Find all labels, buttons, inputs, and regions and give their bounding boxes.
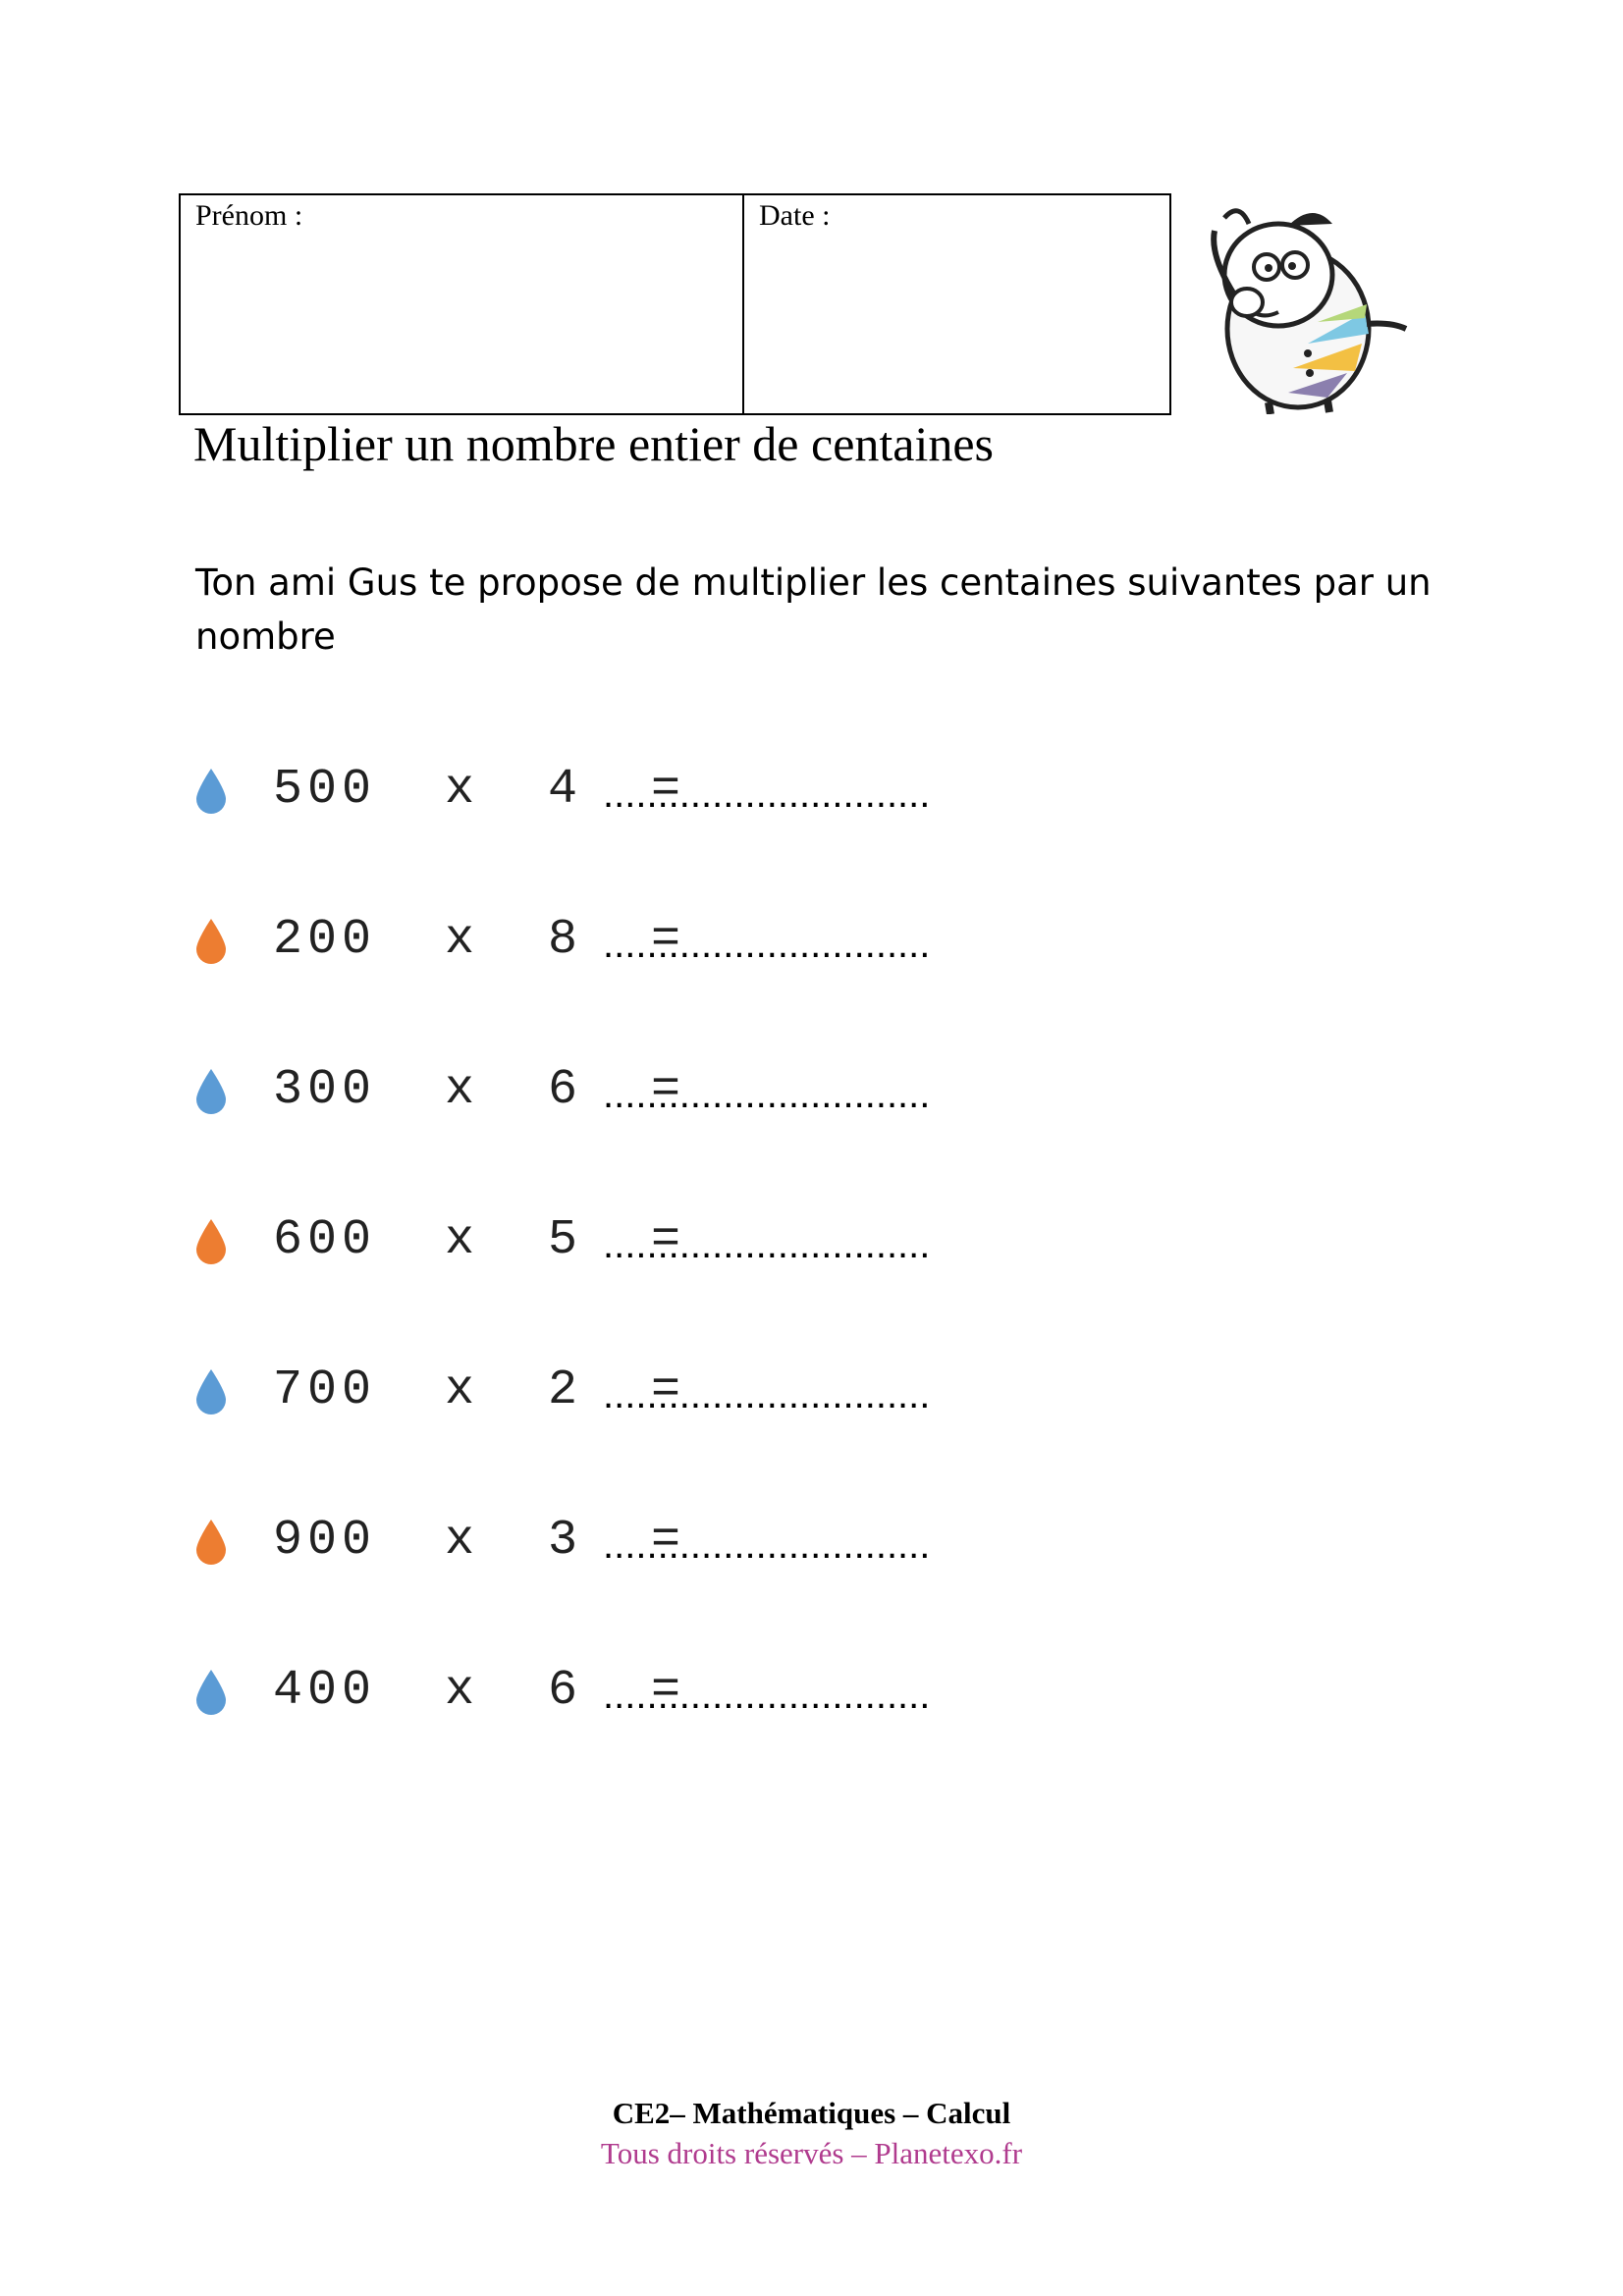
page-title: Multiplier un nombre entier de centaines <box>193 416 995 471</box>
answer-blank[interactable]: .............................. <box>603 1223 931 1266</box>
date-field[interactable] <box>744 195 1169 413</box>
name-date-table <box>179 193 1171 415</box>
multiplication-expression: 600 x 5 = <box>273 1212 686 1268</box>
droplet-icon <box>194 919 228 964</box>
multiplication-expression: 700 x 2 = <box>273 1362 686 1418</box>
droplet-icon <box>194 1670 228 1715</box>
droplet-icon <box>194 1520 228 1565</box>
exercise-row <box>194 1211 980 1280</box>
droplet-icon <box>194 1369 228 1415</box>
date-label: Date : <box>759 199 831 232</box>
exercise-row <box>194 911 980 980</box>
instruction-text: Ton ami Gus te propose de multiplier les centaines suivantes par un nombre <box>195 561 1432 658</box>
answer-blank[interactable]: .............................. <box>603 773 931 816</box>
exercise-row <box>194 1662 980 1731</box>
exercise-row <box>194 1061 980 1130</box>
exercise-row <box>194 1512 980 1580</box>
multiplication-expression: 400 x 6 = <box>273 1663 686 1719</box>
droplet-icon <box>194 1069 228 1114</box>
multiplication-expression: 200 x 8 = <box>273 912 686 968</box>
exercise-row <box>194 761 980 829</box>
gus-mascot-illustration <box>1200 196 1412 414</box>
exercise-row <box>194 1362 980 1430</box>
answer-blank[interactable]: .............................. <box>603 1373 931 1416</box>
multiplication-expression: 300 x 6 = <box>273 1062 686 1118</box>
prenom-label: Prénom : <box>195 199 303 232</box>
answer-blank[interactable]: .............................. <box>603 923 931 966</box>
multiplication-expression: 900 x 3 = <box>273 1513 686 1569</box>
prenom-field[interactable] <box>181 195 744 413</box>
answer-blank[interactable]: .............................. <box>603 1674 931 1717</box>
footer-copyright: Tous droits réservés – Planetexo.fr <box>600 2136 1023 2170</box>
answer-blank[interactable]: .............................. <box>603 1073 931 1116</box>
footer-subject: CE2– Mathématiques – Calcul <box>612 2096 1011 2130</box>
multiplication-expression: 500 x 4 = <box>273 762 686 818</box>
droplet-icon <box>194 769 228 814</box>
answer-blank[interactable]: .............................. <box>603 1523 931 1567</box>
droplet-icon <box>194 1219 228 1264</box>
